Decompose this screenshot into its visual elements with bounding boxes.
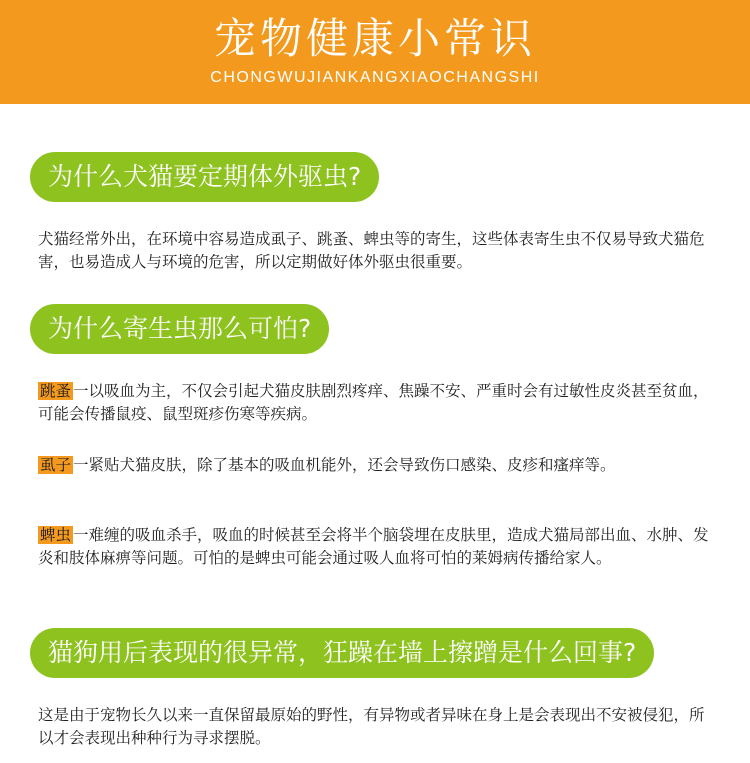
section-paragraph-3: 这是由于宠物长久以来一直保留最原始的野性，有异物或者异味在身上是会表现出不安被侵犯，所以才会表现出种种行为寻求摆脱。 [38,706,705,747]
parasite-text-flea: 一以吸血为主，不仅会引起犬猫皮肤剧烈疼痒、焦躁不安、严重时会有过敏性皮炎甚至贫血，可能会传播鼠疫、鼠型斑疹伤寒等疾病。 [38,382,709,423]
parasite-text-louse: 一紧贴犬猫皮肤，除了基本的吸血机能外，还会导致伤口感染、皮疹和瘙痒等。 [73,456,616,474]
parasite-tag-tick: 蜱虫 [40,526,72,544]
section-heading-1: 为什么犬猫要定期体外驱虫? [30,152,379,202]
section-heading-2: 为什么寄生虫那么可怕? [30,304,329,354]
page-title: 宠物健康小常识 [213,14,536,63]
page-subtitle: CHONGWUJIANKANGXIAOCHANGSHI [210,69,540,86]
parasite-item-flea [38,380,718,426]
parasite-text-tick: 一难缠的吸血杀手，吸血的时候甚至会将半个脑袋埋在皮肤里，造成犬猫局部出血、水肿、发炎和肢体麻痹等问题。可怕的是蜱虫可能会通过吸人血将可怕的莱姆病传播给家人。 [38,526,709,567]
parasite-item-louse [38,454,718,477]
parasite-tag-louse: 虱子 [40,456,72,474]
parasite-item-tick [38,524,718,570]
parasite-tag-flea: 跳蚤 [40,382,72,400]
section-heading-3: 猫狗用后表现的很异常，狂躁在墙上擦蹭是什么回事? [30,628,654,678]
header-banner [0,0,750,104]
section-paragraph-1: 犬猫经常外出，在环境中容易造成虱子、跳蚤、蜱虫等的寄生，这些体表寄生虫不仅易导致犬猫危害，也易造成人与环境的危害，所以定期做好体外驱虫很重要。 [38,230,705,271]
